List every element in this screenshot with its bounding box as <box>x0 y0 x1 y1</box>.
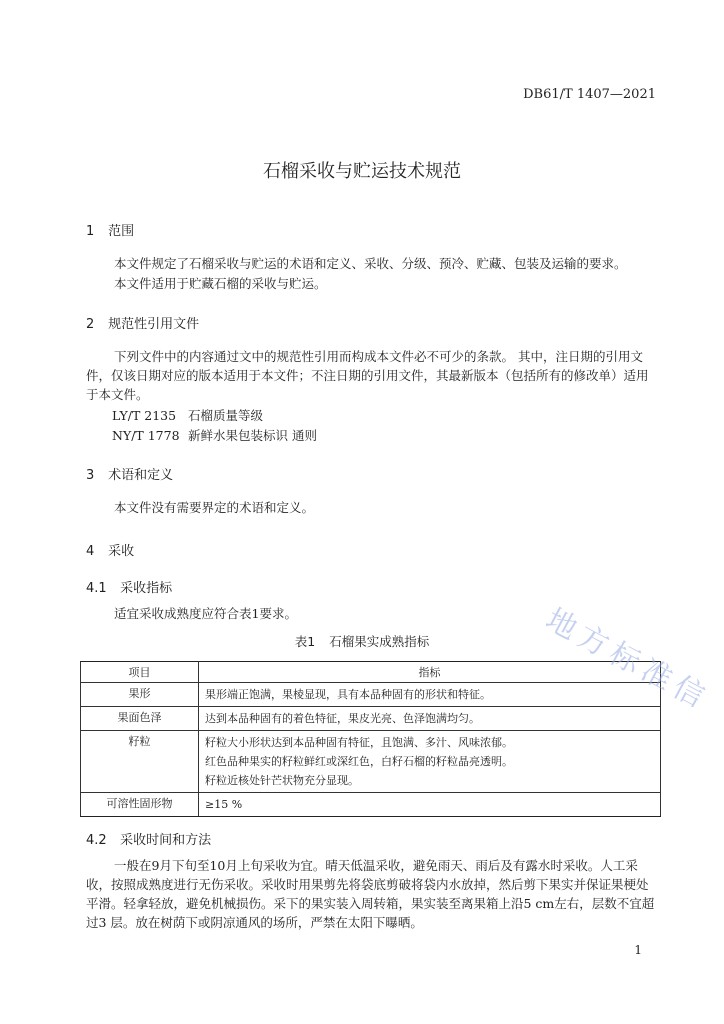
section-number: 4.2 <box>86 833 107 848</box>
document-title: 石榴采收与贮运技术规范 <box>263 161 461 182</box>
section-title: 采收 <box>108 544 135 559</box>
index-line: 果形端正饱满，果棱显现，具有本品种固有的形状和特征。 <box>205 688 491 701</box>
table-header-cell: 指标 <box>199 662 661 683</box>
reference-code: LY/T 2135 <box>112 408 177 423</box>
table-title: 石榴果实成熟指标 <box>329 634 430 649</box>
reference-code: NY/T 1778 <box>112 428 180 443</box>
maturity-index-table <box>80 661 661 817</box>
section-4-heading <box>86 540 134 559</box>
section-title: 术语和定义 <box>108 468 174 483</box>
section-4-2-heading <box>86 829 211 848</box>
table-cell-index <box>199 793 661 817</box>
index-line: 籽粒近核处针芒状物充分显现。 <box>205 774 359 787</box>
section-number: 4 <box>86 544 95 559</box>
watermark: 地方标准信 <box>539 602 716 718</box>
section-number: 3 <box>86 468 95 483</box>
table-cell-item: 果形 <box>81 683 199 707</box>
normative-reference <box>112 406 263 424</box>
table-cell-index <box>199 707 661 731</box>
section-2-heading <box>86 313 199 332</box>
table-number: 表1 <box>294 634 316 649</box>
section-title: 采收指标 <box>120 581 173 596</box>
index-line: 红色品种果实的籽粒鲜红或深红色，白籽石榴的籽粒晶亮透明。 <box>205 755 513 768</box>
table-cell-item: 可溶性固形物 <box>81 793 199 817</box>
normative-reference <box>112 426 317 444</box>
section-title: 采收时间和方法 <box>120 833 212 848</box>
table-row <box>81 707 661 731</box>
table-header-cell: 项目 <box>81 662 199 683</box>
document-number: DB61/T 1407—2021 <box>523 87 656 102</box>
paragraph: 本文件适用于贮藏石榴的采收与贮运。 <box>114 276 327 291</box>
paragraph: 本文件规定了石榴采收与贮运的术语和定义、采收、分级、预冷、贮藏、包装及运输的要求。 <box>114 256 627 271</box>
paragraph: 适宜采收成熟度应符合表1要求。 <box>114 606 297 621</box>
section-title: 规范性引用文件 <box>108 317 200 332</box>
index-line: 达到本品种固有的着色特征，果皮光亮、色泽饱满均匀。 <box>205 712 480 725</box>
table-cell-index <box>199 683 661 707</box>
paragraph: 本文件没有需要界定的术语和定义。 <box>114 500 315 515</box>
section-title: 范围 <box>108 224 135 239</box>
table-row <box>81 731 661 793</box>
page-number: 1 <box>634 943 642 957</box>
paragraph: 下列文件中的内容通过文中的规范性引用而构成本文件必不可少的条款。 其中，注日期的引用文件，仅该日期对应的版本适用于本文件；不注日期的引用文件，其最新版本（包括所有的修改单）适用于本文件。 <box>86 349 649 402</box>
reference-title: 新鲜水果包装标识 通则 <box>187 428 317 443</box>
table-cell-item: 籽粒 <box>81 731 199 793</box>
section-number: 1 <box>86 224 95 239</box>
reference-title: 石榴质量等级 <box>187 408 263 423</box>
table-row <box>81 683 661 707</box>
table-row <box>81 793 661 817</box>
section-3-heading <box>86 464 173 483</box>
section-number: 2 <box>86 317 95 332</box>
index-line: 籽粒大小形状达到本品种固有特征，且饱满、多汁、风味浓郁。 <box>205 736 513 749</box>
paragraph: 一般在9月下旬至10月上旬采收为宜。晴天低温采收，避免雨天、雨后及有露水时采收。人工采收，按照成熟度进行无伤采收。采收时用果剪先将袋底剪破将袋内水放掉，然后剪下果实并保证果梗处平滑。轻拿轻放，避免机械损伤。采下的果实装入周转箱，果实装至离果箱上沿5 cm左右，层数不宜超过3 层。放在树荫下或阴凉通风的场所，严禁在太阳下曝晒。 <box>86 858 655 930</box>
table-header-row <box>81 662 661 683</box>
table-cell-index <box>199 731 661 793</box>
section-4-1-heading <box>86 577 172 596</box>
index-line: ≥15 % <box>205 798 243 811</box>
section-number: 4.1 <box>86 581 107 596</box>
section-1-heading <box>86 220 134 239</box>
table-cell-item: 果面色泽 <box>81 707 199 731</box>
